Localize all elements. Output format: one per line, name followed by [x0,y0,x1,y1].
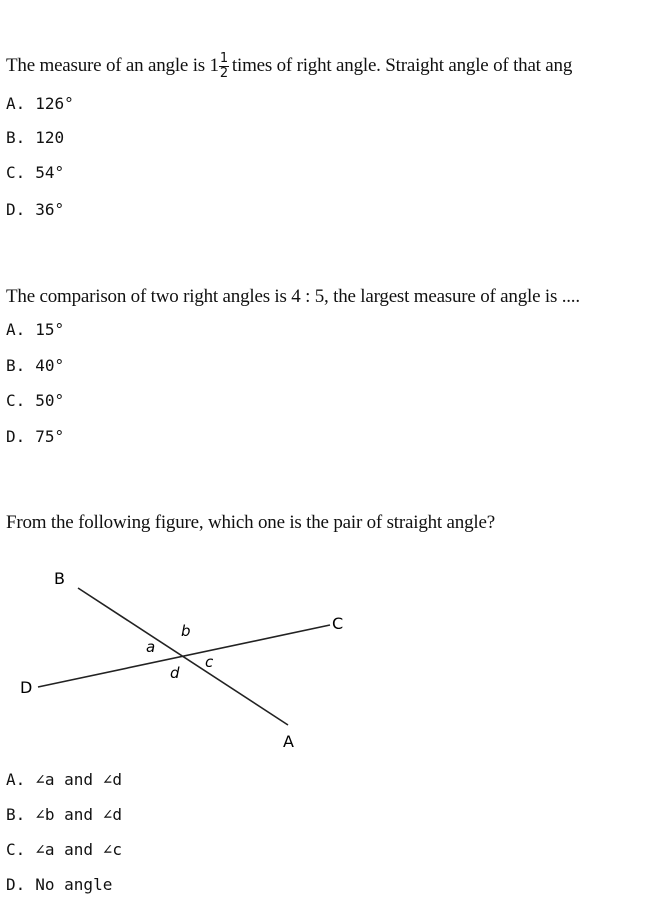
option-text: 36° [35,200,65,219]
option-text: 120 [35,128,65,147]
option-text: 50° [35,391,65,410]
label-angle-d: d [170,664,180,682]
option-text: No angle [35,875,113,894]
option-text: 54° [35,163,65,182]
question-2-option-a[interactable] [6,320,64,339]
label-point-a: A [283,732,294,751]
question-3-option-c[interactable] [6,840,122,859]
question-1-option-d[interactable] [6,200,64,219]
label-angle-b: b [181,622,191,640]
question-1-option-c[interactable] [6,163,64,182]
option-letter: B. [6,356,26,375]
option-text: 126° [35,94,74,113]
option-letter: B. [6,805,26,824]
question-3-option-d[interactable] [6,875,112,894]
option-letter: D. [6,875,26,894]
question-1-text-after: times of right angle. Straight angle of that ang [231,54,573,76]
label-angle-a: a [146,638,156,656]
question-2-option-c[interactable] [6,391,64,410]
label-point-c: C [332,614,344,633]
option-text: 40° [35,356,65,375]
option-letter: D. [6,200,26,219]
question-1-option-a[interactable] [6,94,74,113]
option-letter: C. [6,163,26,182]
option-letter: D. [6,427,26,446]
option-text: 75° [35,427,65,446]
fraction-numerator: 1 [219,51,228,66]
option-text: ∠a and ∠d [35,770,122,789]
option-letter: C. [6,391,26,410]
question-2-option-b[interactable] [6,356,64,375]
question-3-option-a[interactable] [6,770,122,789]
option-letter: B. [6,128,26,147]
question-1-text-before: The measure of an angle is 1 [6,54,219,76]
option-text: ∠b and ∠d [35,805,122,824]
mixed-fraction [219,52,229,81]
option-letter: A. [6,320,26,339]
question-3-text: From the following figure, which one is the pair of straight angle? [6,512,495,533]
fraction-denominator: 2 [219,66,228,81]
question-3-option-b[interactable] [6,805,122,824]
question-2-text: The comparison of two right angles is 4 : 5, the largest measure of angle is .... [6,286,580,307]
option-text: 15° [35,320,65,339]
question-2-option-d[interactable] [6,427,64,446]
intersecting-lines-figure [0,560,380,760]
question-1-text [6,52,572,81]
option-text: ∠a and ∠c [35,840,122,859]
option-letter: C. [6,840,26,859]
label-point-b: B [54,569,65,588]
label-point-d: D [20,678,33,697]
option-letter: A. [6,94,26,113]
label-angle-c: c [205,653,214,671]
option-letter: A. [6,770,26,789]
question-1-option-b[interactable] [6,128,64,147]
